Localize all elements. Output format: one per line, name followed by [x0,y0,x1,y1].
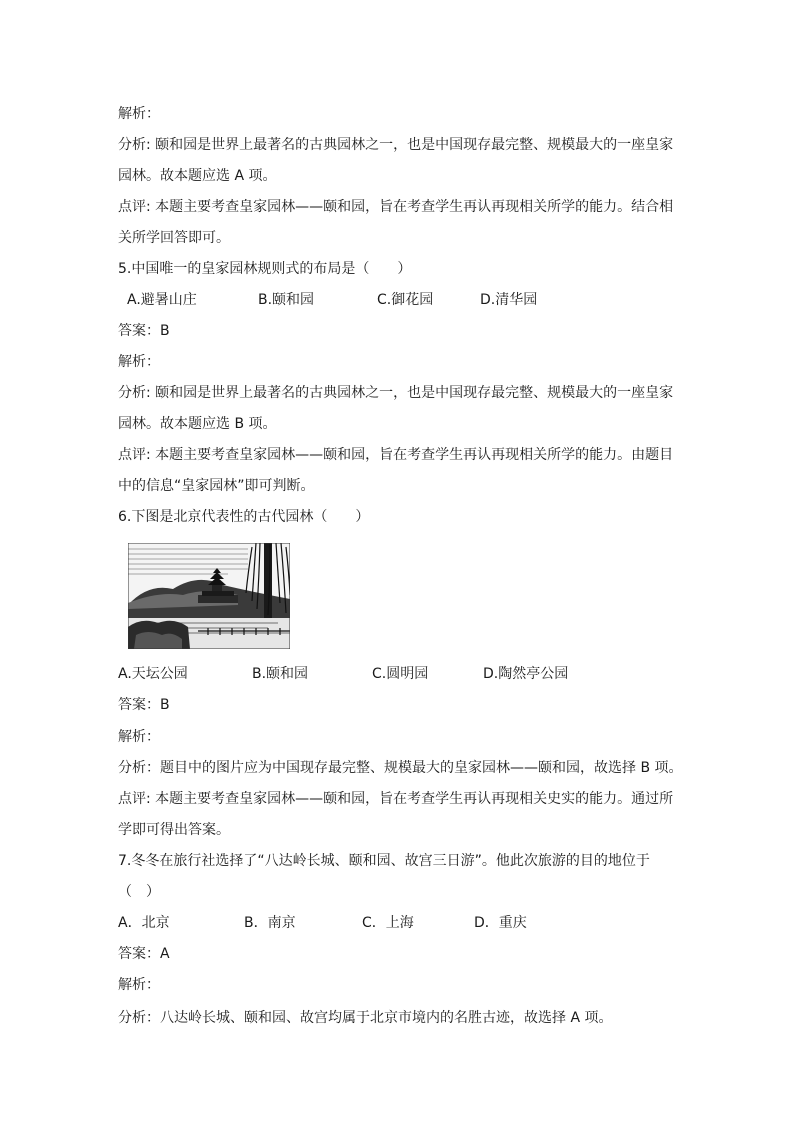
q7-question-line2: （ ） [118,884,160,900]
q6-question: 6.下图是北京代表性的古代园林（ ） [118,509,370,525]
q6-option-a: A.天坛公园 [118,666,188,682]
q4-fenxi-line1: 分析: 颐和园是世界上最著名的古典园林之一，也是中国现存最完整、规模最大的一座皇家 [118,137,674,153]
q5-fenxi-line2: 园林。故本题应选 B 项。 [118,416,277,432]
q6-dianping-line2: 学即可得出答案。 [118,822,230,838]
q6-option-c: C.圆明园 [372,666,429,682]
q4-dianping-line1: 点评: 本题主要考查皇家园林——颐和园，旨在考查学生再认再现相关所学的能力。结合相 [118,199,674,215]
q7-answer: 答案：A [118,946,170,962]
q5-answer: 答案：B [118,323,170,339]
q5-dianping-line2: 中的信息“皇家园林”即可判断。 [118,478,315,494]
q6-option-b: B.颐和园 [252,666,309,682]
q4-jiexi: 解析： [118,106,160,122]
q6-fenxi-line1: 分析：题目中的图片应为中国现存最完整、规模最大的皇家园林——颐和园，故选择 B 项。 [118,760,683,776]
q5-option-c: C.御花园 [377,292,434,308]
q7-option-c: C．上海 [362,915,414,931]
q5-option-d: D.清华园 [480,292,538,308]
q4-fenxi-line2: 园林。故本题应选 A 项。 [118,168,277,184]
q5-jiexi: 解析： [118,354,160,370]
q7-option-b: B．南京 [244,915,296,931]
q7-option-a: A．北京 [118,915,170,931]
q5-fenxi-line1: 分析: 颐和园是世界上最著名的古典园林之一，也是中国现存最完整、规模最大的一座皇家 [118,385,674,401]
summer-palace-illustration [128,543,290,649]
q4-dianping-line2: 关所学回答即可。 [118,230,230,246]
q6-answer: 答案：B [118,697,170,713]
q5-question: 5.中国唯一的皇家园林规则式的布局是（ ） [118,261,412,277]
q7-question-line1: 7.冬冬在旅行社选择了“八达岭长城、颐和园、故宫三日游”。他此次旅游的目的地位于 [118,853,650,869]
q7-option-d: D．重庆 [474,915,527,931]
q5-option-b: B.颐和园 [258,292,315,308]
q7-fenxi-line1: 分析：八达岭长城、颐和园、故宫均属于北京市境内的名胜古迹，故选择 A 项。 [118,1010,613,1026]
q7-jiexi: 解析： [118,977,160,993]
q6-jiexi: 解析： [118,729,160,745]
q6-dianping-line1: 点评: 本题主要考查皇家园林——颐和园，旨在考查学生再认再现相关史实的能力。通过所 [118,791,674,807]
q6-option-d: D.陶然亭公园 [483,666,569,682]
q5-dianping-line1: 点评: 本题主要考查皇家园林——颐和园，旨在考查学生再认再现相关所学的能力。由题目 [118,447,674,463]
q5-option-a: A.避暑山庄 [127,292,197,308]
